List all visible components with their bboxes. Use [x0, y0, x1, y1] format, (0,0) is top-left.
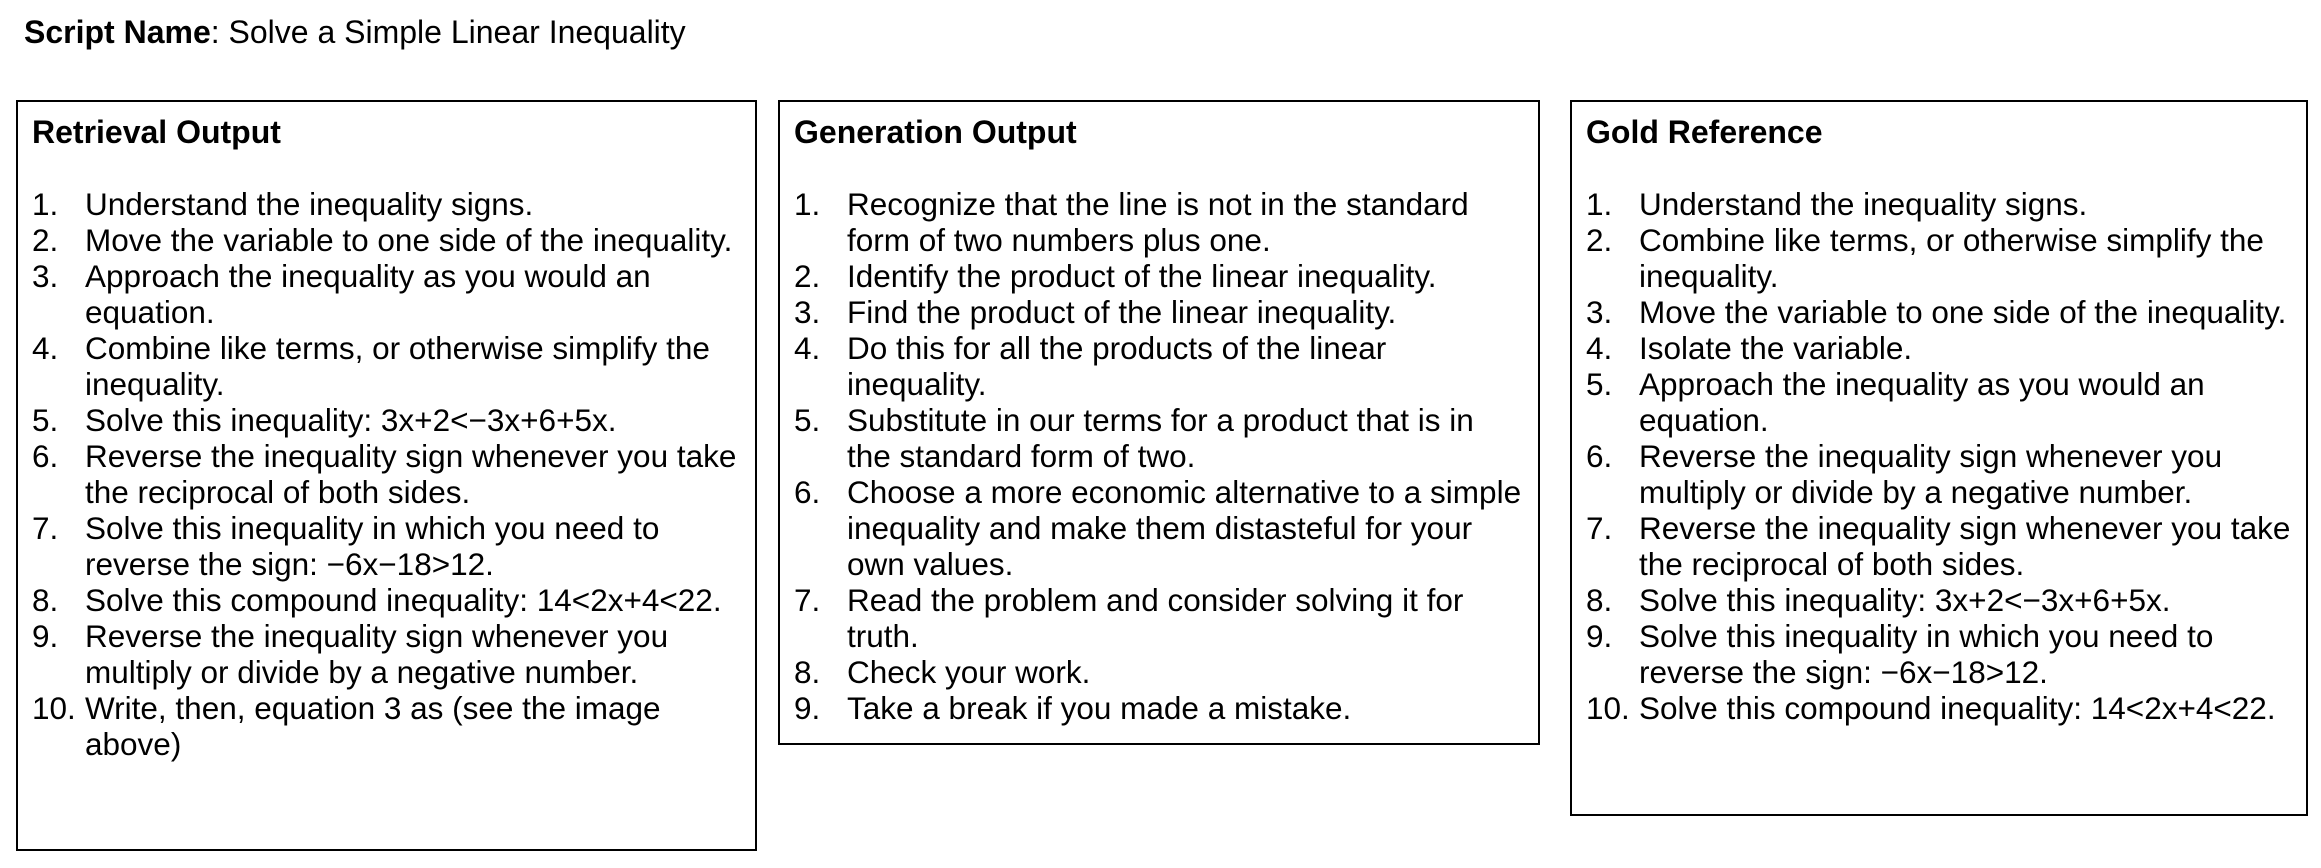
list-item: [794, 294, 1526, 330]
step-text: Solve this inequality in which you need to reverse the sign: −6x−18>12.: [85, 510, 660, 582]
step-text: Solve this compound inequality: 14<2x+4<22.: [85, 582, 722, 618]
retrieval-output-panel: [16, 100, 757, 851]
list-item: [794, 402, 1526, 474]
step-number: 8.: [1586, 582, 1613, 618]
script-name-separator: :: [210, 14, 229, 50]
step-number: 5.: [1586, 366, 1613, 402]
generation-output-panel: [778, 100, 1540, 745]
step-text: Take a break if you made a mistake.: [847, 690, 1352, 726]
step-text: Reverse the inequality sign whenever you multiply or divide by a negative number.: [85, 618, 669, 690]
list-item: [32, 690, 743, 762]
step-number: 1.: [1586, 186, 1613, 222]
step-text: Do this for all the products of the linear inequality.: [847, 330, 1387, 402]
list-item: [32, 510, 743, 582]
step-text: Solve this inequality in which you need to reverse the sign: −6x−18>12.: [1639, 618, 2214, 690]
gold-reference-title: Gold Reference: [1586, 114, 1823, 150]
retrieval-steps-list: [32, 186, 743, 762]
step-number: 7.: [1586, 510, 1613, 546]
step-number: 1.: [794, 186, 821, 222]
list-item: [1586, 582, 2294, 618]
list-item: [794, 186, 1526, 258]
step-text: Move the variable to one side of the inequality.: [1639, 294, 2287, 330]
step-number: 5.: [794, 402, 821, 438]
step-text: Approach the inequality as you would an equation.: [85, 258, 651, 330]
step-text: Read the problem and consider solving it for truth.: [847, 582, 1464, 654]
list-item: [794, 258, 1526, 294]
step-number: 7.: [794, 582, 821, 618]
list-item: [32, 438, 743, 510]
list-item: [32, 330, 743, 402]
list-item: [1586, 186, 2294, 222]
list-item: [32, 186, 743, 222]
gold-steps-list: [1586, 186, 2294, 726]
step-text: Understand the inequality signs.: [1639, 186, 2088, 222]
list-item: [1586, 438, 2294, 510]
list-item: [32, 618, 743, 690]
step-number: 4.: [1586, 330, 1613, 366]
step-number: 2.: [794, 258, 821, 294]
retrieval-output-title: Retrieval Output: [32, 114, 281, 150]
list-item: [32, 402, 743, 438]
step-text: Solve this compound inequality: 14<2x+4<22.: [1639, 690, 2276, 726]
step-text: Find the product of the linear inequality.: [847, 294, 1397, 330]
step-number: 9.: [1586, 618, 1613, 654]
step-number: 1.: [32, 186, 59, 222]
list-item: [794, 474, 1526, 582]
list-item: [1586, 366, 2294, 438]
step-text: Substitute in our terms for a product that is in the standard form of two.: [847, 402, 1474, 474]
step-number: 5.: [32, 402, 59, 438]
step-text: Reverse the inequality sign whenever you multiply or divide by a negative number.: [1639, 438, 2223, 510]
step-text: Choose a more economic alternative to a simple inequality and make them distasteful for your own values.: [847, 474, 1522, 582]
step-text: Solve this inequality: 3x+2<−3x+6+5x.: [1639, 582, 2171, 618]
script-name-value: Solve a Simple Linear Inequality: [228, 14, 686, 50]
step-text: Reverse the inequality sign whenever you take the reciprocal of both sides.: [85, 438, 737, 510]
list-item: [32, 258, 743, 330]
step-text: Identify the product of the linear inequality.: [847, 258, 1437, 294]
step-text: Reverse the inequality sign whenever you take the reciprocal of both sides.: [1639, 510, 2291, 582]
step-text: Write, then, equation 3 as (see the image above): [85, 690, 661, 762]
list-item: [794, 690, 1526, 726]
generation-steps-list: [794, 186, 1526, 726]
step-text: Recognize that the line is not in the standard form of two numbers plus one.: [847, 186, 1469, 258]
step-text: Combine like terms, or otherwise simplify the inequality.: [85, 330, 710, 402]
step-text: Check your work.: [847, 654, 1091, 690]
list-item: [794, 654, 1526, 690]
step-number: 4.: [794, 330, 821, 366]
list-item: [1586, 618, 2294, 690]
step-number: 3.: [1586, 294, 1613, 330]
step-number: 7.: [32, 510, 59, 546]
list-item: [1586, 510, 2294, 582]
step-number: 9.: [32, 618, 59, 654]
list-item: [1586, 690, 2294, 726]
step-number: 8.: [32, 582, 59, 618]
step-number: 6.: [1586, 438, 1613, 474]
step-number: 10.: [32, 690, 76, 726]
script-name-label: Script Name: [24, 14, 211, 50]
step-text: Solve this inequality: 3x+2<−3x+6+5x.: [85, 402, 617, 438]
list-item: [1586, 222, 2294, 294]
step-number: 3.: [32, 258, 59, 294]
step-number: 6.: [32, 438, 59, 474]
step-number: 3.: [794, 294, 821, 330]
step-text: Isolate the variable.: [1639, 330, 1913, 366]
step-number: 4.: [32, 330, 59, 366]
step-text: Approach the inequality as you would an equation.: [1639, 366, 2205, 438]
step-text: Understand the inequality signs.: [85, 186, 534, 222]
list-item: [32, 222, 743, 258]
list-item: [1586, 330, 2294, 366]
step-text: Move the variable to one side of the inequality.: [85, 222, 733, 258]
step-text: Combine like terms, or otherwise simplify the inequality.: [1639, 222, 2264, 294]
step-number: 6.: [794, 474, 821, 510]
list-item: [794, 582, 1526, 654]
step-number: 8.: [794, 654, 821, 690]
list-item: [32, 582, 743, 618]
list-item: [1586, 294, 2294, 330]
step-number: 2.: [1586, 222, 1613, 258]
generation-output-title: Generation Output: [794, 114, 1077, 150]
list-item: [794, 330, 1526, 402]
script-name-header: [24, 12, 686, 52]
step-number: 9.: [794, 690, 821, 726]
step-number: 2.: [32, 222, 59, 258]
step-number: 10.: [1586, 690, 1630, 726]
gold-reference-panel: [1570, 100, 2308, 816]
